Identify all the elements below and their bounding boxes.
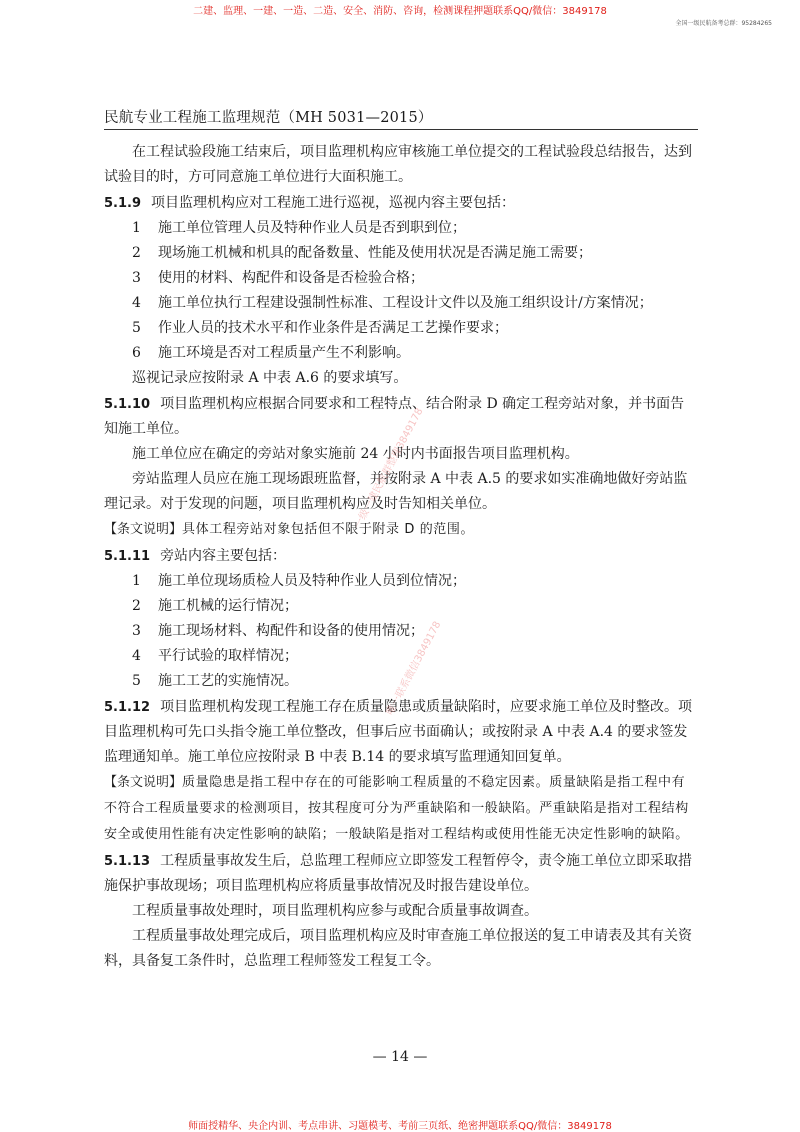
bottom-ad-banner: 师面授精华、央企内训、考点串讲、习题模考、考前三页纸、绝密押题联系QQ/微信：3849178 <box>188 1121 612 1132</box>
clause-text: 工程质量事故发生后，总监理工程师应立即签发工程暂停令，责令施工单位立即采取措施保护事故现场；项目监理机构应将质量事故情况及时报告建设单位。 <box>104 853 693 894</box>
paragraph: 工程质量事故处理完成后，项目监理机构应及时审查施工单位报送的复工申请表及其有关资料，具备复工条件时，总监理工程师签发工程复工令。 <box>104 928 692 969</box>
clause-5-1-12 <box>104 695 698 770</box>
list-item: 5 施工工艺的实施情况。 <box>132 673 298 689</box>
clause-text: 项目监理机构应对工程施工进行巡视，巡视内容主要包括： <box>151 195 516 211</box>
explanation-tag: 【条文说明】 <box>104 775 183 790</box>
clause-text: 旁站内容主要包括： <box>160 548 287 564</box>
clause-5-1-11 <box>104 544 698 569</box>
clause-text: 项目监理机构发现工程施工存在质量隐患或质量缺陷时，应要求施工单位及时整改。项目监理机构可先口头指令施工单位整改，但事后应书面确认；或按附录 A 中表 A.4 的要求签发监理通知单。施工单位应按附录 B 中表 B.14 的要求填写监理通知回复单。 <box>104 699 693 765</box>
clause-number: 5.1.13 <box>104 854 151 869</box>
clause-number: 5.1.10 <box>104 397 151 412</box>
clause-number: 5.1.11 <box>104 549 151 564</box>
explanation-tag: 【条文说明】 <box>104 522 183 537</box>
list-item: 4 平行试验的取样情况； <box>132 648 298 664</box>
clause-text: 项目监理机构应根据合同要求和工程特点、结合附录 D 确定工程旁站对象，并书面告知施工单位。 <box>104 396 685 437</box>
clause-number: 5.1.12 <box>104 700 151 715</box>
clause-5-1-9 <box>104 191 698 216</box>
running-head: 民航专业工程施工监理规范（MH 5031—2015） <box>104 110 433 126</box>
watermark: 一级一建民航群整理3849178 <box>352 406 426 531</box>
paragraph: 巡视记录应按附录 A 中表 A.6 的要求填写。 <box>132 370 408 386</box>
list-item: 5 作业人员的技术水平和作业条件是否满足工艺操作要求； <box>132 320 508 336</box>
cert-stamp: 全国一级民航备考总群：95284265 <box>675 20 772 27</box>
top-ad-banner: 二建、监理、一建、一造、二造、安全、消防、咨询，检测课程押题联系QQ/微信：3849178 <box>193 6 607 17</box>
watermark: 唯一联系微信3849178 <box>384 619 444 718</box>
paragraph: 工程质量事故处理时，项目监理机构应参与或配合质量事故调查。 <box>132 903 538 919</box>
list-item: 1 施工单位管理人员及特种作业人员是否到职到位； <box>132 220 466 236</box>
paragraph: 旁站监理人员应在施工现场跟班监督，并按附录 A 中表 A.5 的要求如实准确地做好旁站监理记录。对于发现的问题，项目监理机构应及时告知相关单位。 <box>104 471 688 512</box>
list-item: 2 施工机械的运行情况； <box>132 598 298 614</box>
list-item: 1 施工单位现场质检人员及特种作业人员到位情况； <box>132 573 466 589</box>
list-item: 4 施工单位执行工程建设强制性标准、工程设计文件以及施工组织设计/方案情况； <box>132 295 653 311</box>
list-item: 3 使用的材料、构配件和设备是否检验合格； <box>132 270 424 286</box>
list-item: 3 施工现场材料、构配件和设备的使用情况； <box>132 623 424 639</box>
header-rule <box>104 129 698 130</box>
clause-5-1-13 <box>104 849 698 899</box>
page-number: — 14 — <box>372 1049 428 1065</box>
list-item: 2 现场施工机械和机具的配备数量、性能及使用状况是否满足施工需要； <box>132 245 592 261</box>
list-item: 6 施工环境是否对工程质量产生不利影响。 <box>132 345 410 361</box>
clause-explanation: 【条文说明】具体工程旁站对象包括但不限于附录 D 的范围。 <box>104 522 475 537</box>
clause-number: 5.1.9 <box>104 196 142 211</box>
paragraph: 在工程试验段施工结束后，项目监理机构应审核施工单位提交的工程试验段总结报告，达到试验目的时，方可同意施工单位进行大面积施工。 <box>104 144 692 185</box>
clause-explanation: 【条文说明】质量隐患是指工程中存在的可能影响工程质量的不稳定因素。质量缺陷是指工程中有不符合工程质量要求的检测项目，按其程度可分为严重缺陷和一般缺陷。严重缺陷是指对工程结构安全或使用性能有决定性影响的缺陷；一般缺陷是指对工程结构或使用性能无决定性影响的缺陷。 <box>104 775 689 842</box>
page-body <box>104 140 698 974</box>
paragraph: 施工单位应在确定的旁站对象实施前 24 小时内书面报告项目监理机构。 <box>132 446 579 462</box>
